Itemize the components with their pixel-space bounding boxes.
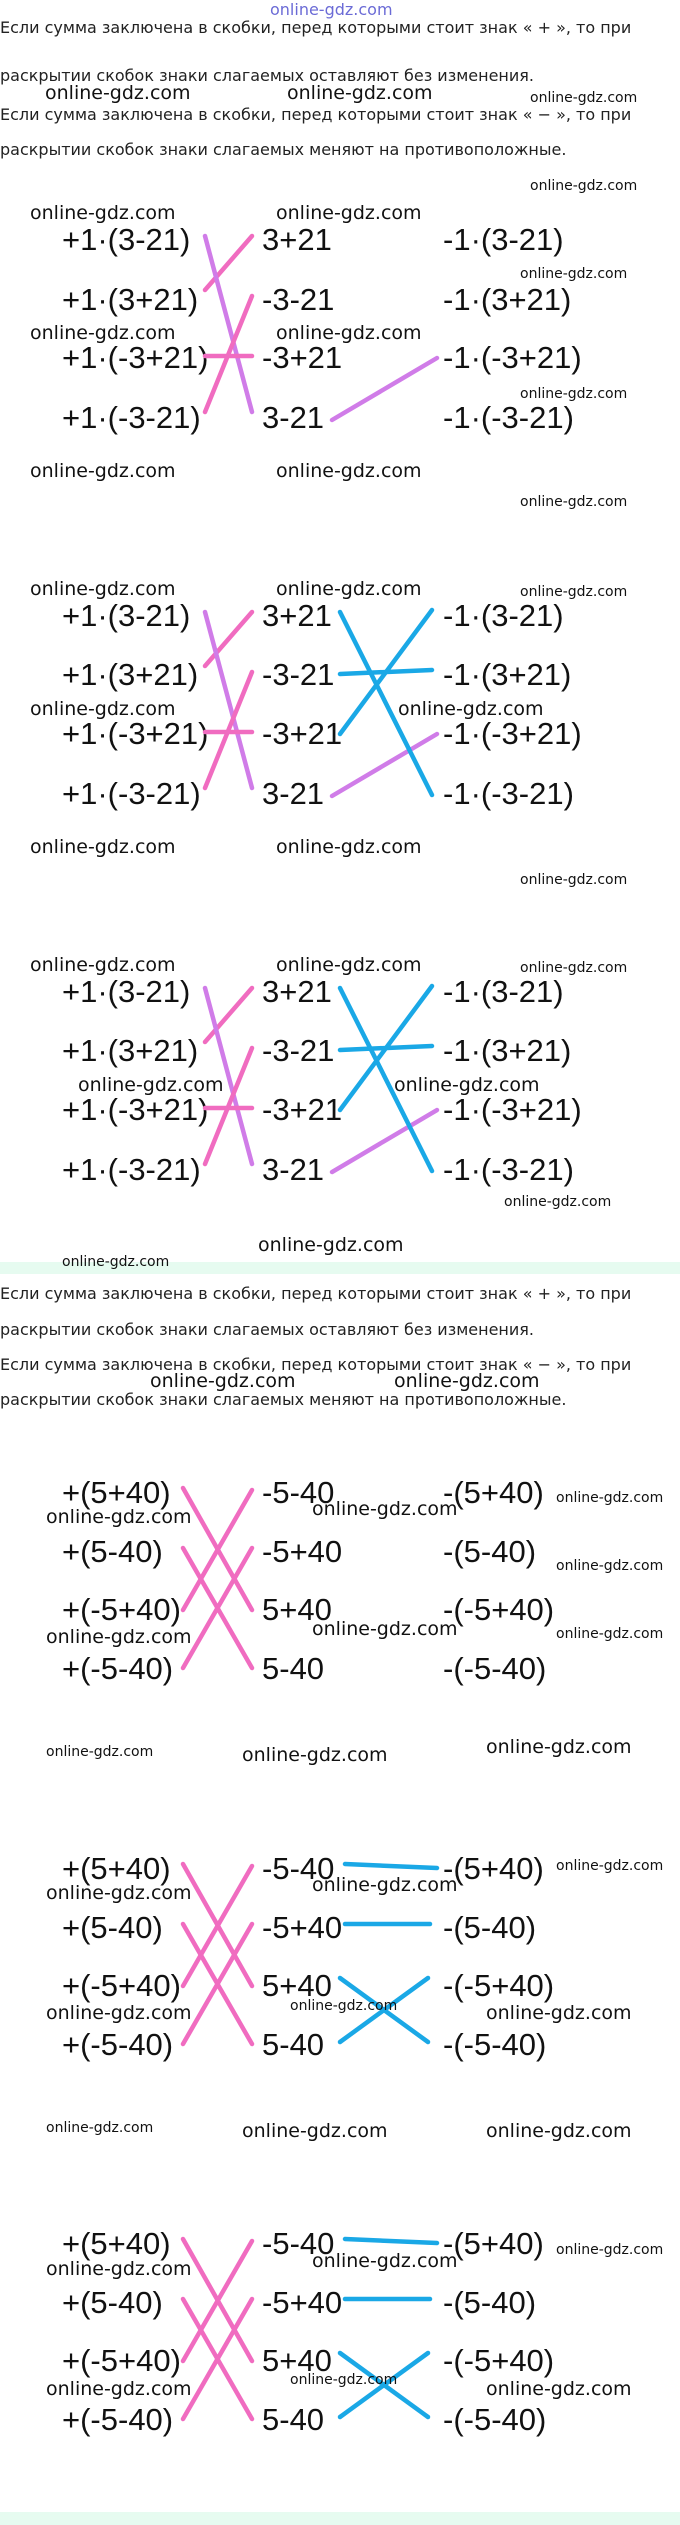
watermark: online-gdz.com bbox=[276, 954, 422, 976]
watermark: online-gdz.com bbox=[276, 460, 422, 482]
watermark: online-gdz.com bbox=[504, 1194, 612, 1210]
t1b-mid-3: -3+21 bbox=[262, 716, 343, 751]
watermark: online-gdz.com bbox=[242, 2120, 388, 2142]
t2a-left-1: +(5+40) bbox=[62, 1475, 171, 1510]
watermark: online-gdz.com bbox=[46, 2378, 192, 2400]
t1a-mid-4: 3-21 bbox=[262, 400, 325, 435]
t1a-left-2: +1·(3+21) bbox=[62, 282, 199, 317]
watermark: online-gdz.com bbox=[312, 1874, 458, 1896]
watermark: online-gdz.com bbox=[62, 1254, 170, 1270]
t2a-left-3: +(-5+40) bbox=[62, 1592, 181, 1627]
watermark: online-gdz.com bbox=[398, 698, 544, 720]
rule-minus-line1: Если сумма заключена в скобки, перед которыми стоит знак « − », то при bbox=[0, 105, 632, 124]
watermark: online-gdz.com bbox=[312, 1618, 458, 1640]
watermark: online-gdz.com bbox=[46, 2258, 192, 2280]
t1a-right-1: -1·(3-21) bbox=[443, 222, 564, 257]
watermark: online-gdz.com bbox=[30, 202, 176, 224]
t1a-left-1: +1·(3-21) bbox=[62, 222, 191, 257]
t2b-right-2: -(5-40) bbox=[443, 1910, 537, 1945]
watermark: online-gdz.com bbox=[46, 1506, 192, 1528]
watermark: online-gdz.com bbox=[486, 2120, 632, 2142]
watermark: online-gdz.com bbox=[556, 1558, 664, 1574]
t2b-mid-1: -5-40 bbox=[262, 1851, 335, 1886]
t1b-mid-2: -3-21 bbox=[262, 657, 335, 692]
t2c-right-3: -(-5+40) bbox=[443, 2343, 555, 2378]
t2a-right-3: -(-5+40) bbox=[443, 1592, 555, 1627]
t1b-left-3: +1·(-3+21) bbox=[62, 716, 209, 751]
watermark: online-gdz.com bbox=[520, 872, 628, 888]
watermark: online-gdz.com bbox=[394, 1074, 540, 1096]
watermark: online-gdz.com bbox=[556, 1858, 664, 1874]
t2c-line-5 bbox=[345, 2239, 437, 2243]
t1b-line-5 bbox=[332, 734, 437, 796]
rule-plus-line2-2: раскрытии скобок знаки слагаемых оставляют без изменения. bbox=[0, 1320, 534, 1339]
watermark: online-gdz.com bbox=[556, 2242, 664, 2258]
watermark: online-gdz.com bbox=[276, 836, 422, 858]
t2b-right-3: -(-5+40) bbox=[443, 1968, 555, 2003]
watermark: online-gdz.com bbox=[242, 1744, 388, 1766]
t1a-line-5 bbox=[332, 358, 437, 420]
t1c-left-1: +1·(3-21) bbox=[62, 974, 191, 1009]
t2a-left-4: +(-5-40) bbox=[62, 1651, 174, 1686]
watermark: online-gdz.com bbox=[45, 82, 191, 104]
t1a-right-2: -1·(3+21) bbox=[443, 282, 572, 317]
t2c-mid-3: 5+40 bbox=[262, 2343, 332, 2378]
t1b-line-8 bbox=[340, 670, 432, 674]
watermark: online-gdz.com bbox=[258, 1234, 404, 1256]
t1b-right-1: -1·(3-21) bbox=[443, 598, 564, 633]
t1c-left-4: +1·(-3-21) bbox=[62, 1152, 201, 1187]
t1b-mid-1: 3+21 bbox=[262, 598, 332, 633]
t2a-right-1: -(5+40) bbox=[443, 1475, 544, 1510]
t2a-mid-3: 5+40 bbox=[262, 1592, 332, 1627]
t1b-left-1: +1·(3-21) bbox=[62, 598, 191, 633]
watermark: online-gdz.com bbox=[530, 178, 638, 194]
watermark: online-gdz.com bbox=[520, 266, 628, 282]
t1c-mid-2: -3-21 bbox=[262, 1033, 335, 1068]
t1b-mid-4: 3-21 bbox=[262, 776, 325, 811]
t1c-line-8 bbox=[340, 1046, 432, 1050]
watermark: online-gdz.com bbox=[520, 584, 628, 600]
watermark: online-gdz.com bbox=[556, 1490, 664, 1506]
rule-minus-line1-2: Если сумма заключена в скобки, перед которыми стоит знак « − », то при bbox=[0, 1355, 632, 1374]
t1c-mid-3: -3+21 bbox=[262, 1092, 343, 1127]
watermark: online-gdz.com bbox=[486, 1736, 632, 1758]
t2c-mid-1: -5-40 bbox=[262, 2226, 335, 2261]
t2a-mid-1: -5-40 bbox=[262, 1475, 335, 1510]
rule-minus-line2-2: раскрытии скобок знаки слагаемых меняют на противоположные. bbox=[0, 1390, 567, 1409]
watermark: online-gdz.com bbox=[46, 2120, 154, 2136]
rule-plus-line1: Если сумма заключена в скобки, перед которыми стоит знак « + », то при bbox=[0, 18, 632, 37]
t2a-left-2: +(5-40) bbox=[62, 1534, 163, 1569]
t2a-mid-4: 5-40 bbox=[262, 1651, 325, 1686]
t1c-left-2: +1·(3+21) bbox=[62, 1033, 199, 1068]
t2c-right-1: -(5+40) bbox=[443, 2226, 544, 2261]
t2c-left-2: +(5-40) bbox=[62, 2285, 163, 2320]
watermark: online-gdz.com bbox=[150, 1370, 296, 1392]
watermark: online-gdz.com bbox=[30, 836, 176, 858]
t1b-right-2: -1·(3+21) bbox=[443, 657, 572, 692]
watermark: online-gdz.com bbox=[287, 82, 433, 104]
watermark: online-gdz.com bbox=[46, 2002, 192, 2024]
t1c-right-2: -1·(3+21) bbox=[443, 1033, 572, 1068]
watermark: online-gdz.com bbox=[78, 1074, 224, 1096]
watermark: online-gdz.com bbox=[290, 2372, 398, 2388]
t1b-right-3: -1·(-3+21) bbox=[443, 716, 582, 751]
t1c-right-4: -1·(-3-21) bbox=[443, 1152, 574, 1187]
t1b-left-2: +1·(3+21) bbox=[62, 657, 199, 692]
t1a-mid-2: -3-21 bbox=[262, 282, 335, 317]
t1a-right-3: -1·(-3+21) bbox=[443, 340, 582, 375]
watermark: online-gdz.com bbox=[30, 322, 176, 344]
t1a-left-3: +1·(-3+21) bbox=[62, 340, 209, 375]
watermark: online-gdz.com bbox=[46, 1882, 192, 1904]
t1b-left-4: +1·(-3-21) bbox=[62, 776, 201, 811]
watermark: online-gdz.com bbox=[276, 202, 422, 224]
rule-minus-line2: раскрытии скобок знаки слагаемых меняют на противоположные. bbox=[0, 140, 567, 159]
t2c-left-3: +(-5+40) bbox=[62, 2343, 181, 2378]
watermark: online-gdz.com bbox=[312, 1498, 458, 1520]
t1c-right-1: -1·(3-21) bbox=[443, 974, 564, 1009]
watermark: online-gdz.com bbox=[530, 90, 638, 106]
t2b-mid-2: -5+40 bbox=[262, 1910, 343, 1945]
t2c-right-4: -(-5-40) bbox=[443, 2402, 547, 2437]
watermark: online-gdz.com bbox=[394, 1370, 540, 1392]
watermark: online-gdz.com bbox=[520, 960, 628, 976]
t1c-line-5 bbox=[332, 1110, 437, 1172]
t1a-right-4: -1·(-3-21) bbox=[443, 400, 574, 435]
t1b-right-4: -1·(-3-21) bbox=[443, 776, 574, 811]
t2a-mid-2: -5+40 bbox=[262, 1534, 343, 1569]
t1a-mid-3: -3+21 bbox=[262, 340, 343, 375]
t2b-left-4: +(-5-40) bbox=[62, 2027, 174, 2062]
t2b-mid-4: 5-40 bbox=[262, 2027, 325, 2062]
watermark: online-gdz.com bbox=[30, 954, 176, 976]
t2b-right-4: -(-5-40) bbox=[443, 2027, 547, 2062]
t2a-right-2: -(5-40) bbox=[443, 1534, 537, 1569]
t2c-right-2: -(5-40) bbox=[443, 2285, 537, 2320]
watermark: online-gdz.com bbox=[486, 2378, 632, 2400]
watermark: online-gdz.com bbox=[30, 460, 176, 482]
watermark: online-gdz.com bbox=[520, 386, 628, 402]
rule-plus-line2: раскрытии скобок знаки слагаемых оставляют без изменения. bbox=[0, 66, 534, 85]
t1c-right-3: -1·(-3+21) bbox=[443, 1092, 582, 1127]
t2b-left-1: +(5+40) bbox=[62, 1851, 171, 1886]
watermark: online-gdz.com bbox=[276, 578, 422, 600]
t1a-mid-1: 3+21 bbox=[262, 222, 332, 257]
watermark: online-gdz.com bbox=[556, 1626, 664, 1642]
t2c-left-4: +(-5-40) bbox=[62, 2402, 174, 2437]
watermark: online-gdz.com bbox=[486, 2002, 632, 2024]
t1c-mid-1: 3+21 bbox=[262, 974, 332, 1009]
watermark: online-gdz.com bbox=[276, 322, 422, 344]
watermark: online-gdz.com bbox=[46, 1626, 192, 1648]
t1c-mid-4: 3-21 bbox=[262, 1152, 325, 1187]
t2b-left-3: +(-5+40) bbox=[62, 1968, 181, 2003]
watermark: online-gdz.com bbox=[46, 1744, 154, 1760]
t2c-mid-2: -5+40 bbox=[262, 2285, 343, 2320]
t2c-left-1: +(5+40) bbox=[62, 2226, 171, 2261]
t1a-left-4: +1·(-3-21) bbox=[62, 400, 201, 435]
watermark: online-gdz.com bbox=[30, 578, 176, 600]
t2c-mid-4: 5-40 bbox=[262, 2402, 325, 2437]
t2b-mid-3: 5+40 bbox=[262, 1968, 332, 2003]
watermark: online-gdz.com bbox=[290, 1998, 398, 2014]
site-logo: online-gdz.com bbox=[270, 0, 393, 19]
watermark: online-gdz.com bbox=[312, 2250, 458, 2272]
watermark: online-gdz.com bbox=[30, 698, 176, 720]
rule-plus-line1-2: Если сумма заключена в скобки, перед которыми стоит знак « + », то при bbox=[0, 1284, 632, 1303]
t2b-right-1: -(5+40) bbox=[443, 1851, 544, 1886]
t2b-line-5 bbox=[345, 1864, 437, 1868]
t2a-right-4: -(-5-40) bbox=[443, 1651, 547, 1686]
t1c-left-3: +1·(-3+21) bbox=[62, 1092, 209, 1127]
t2b-left-2: +(5-40) bbox=[62, 1910, 163, 1945]
watermark: online-gdz.com bbox=[520, 494, 628, 510]
